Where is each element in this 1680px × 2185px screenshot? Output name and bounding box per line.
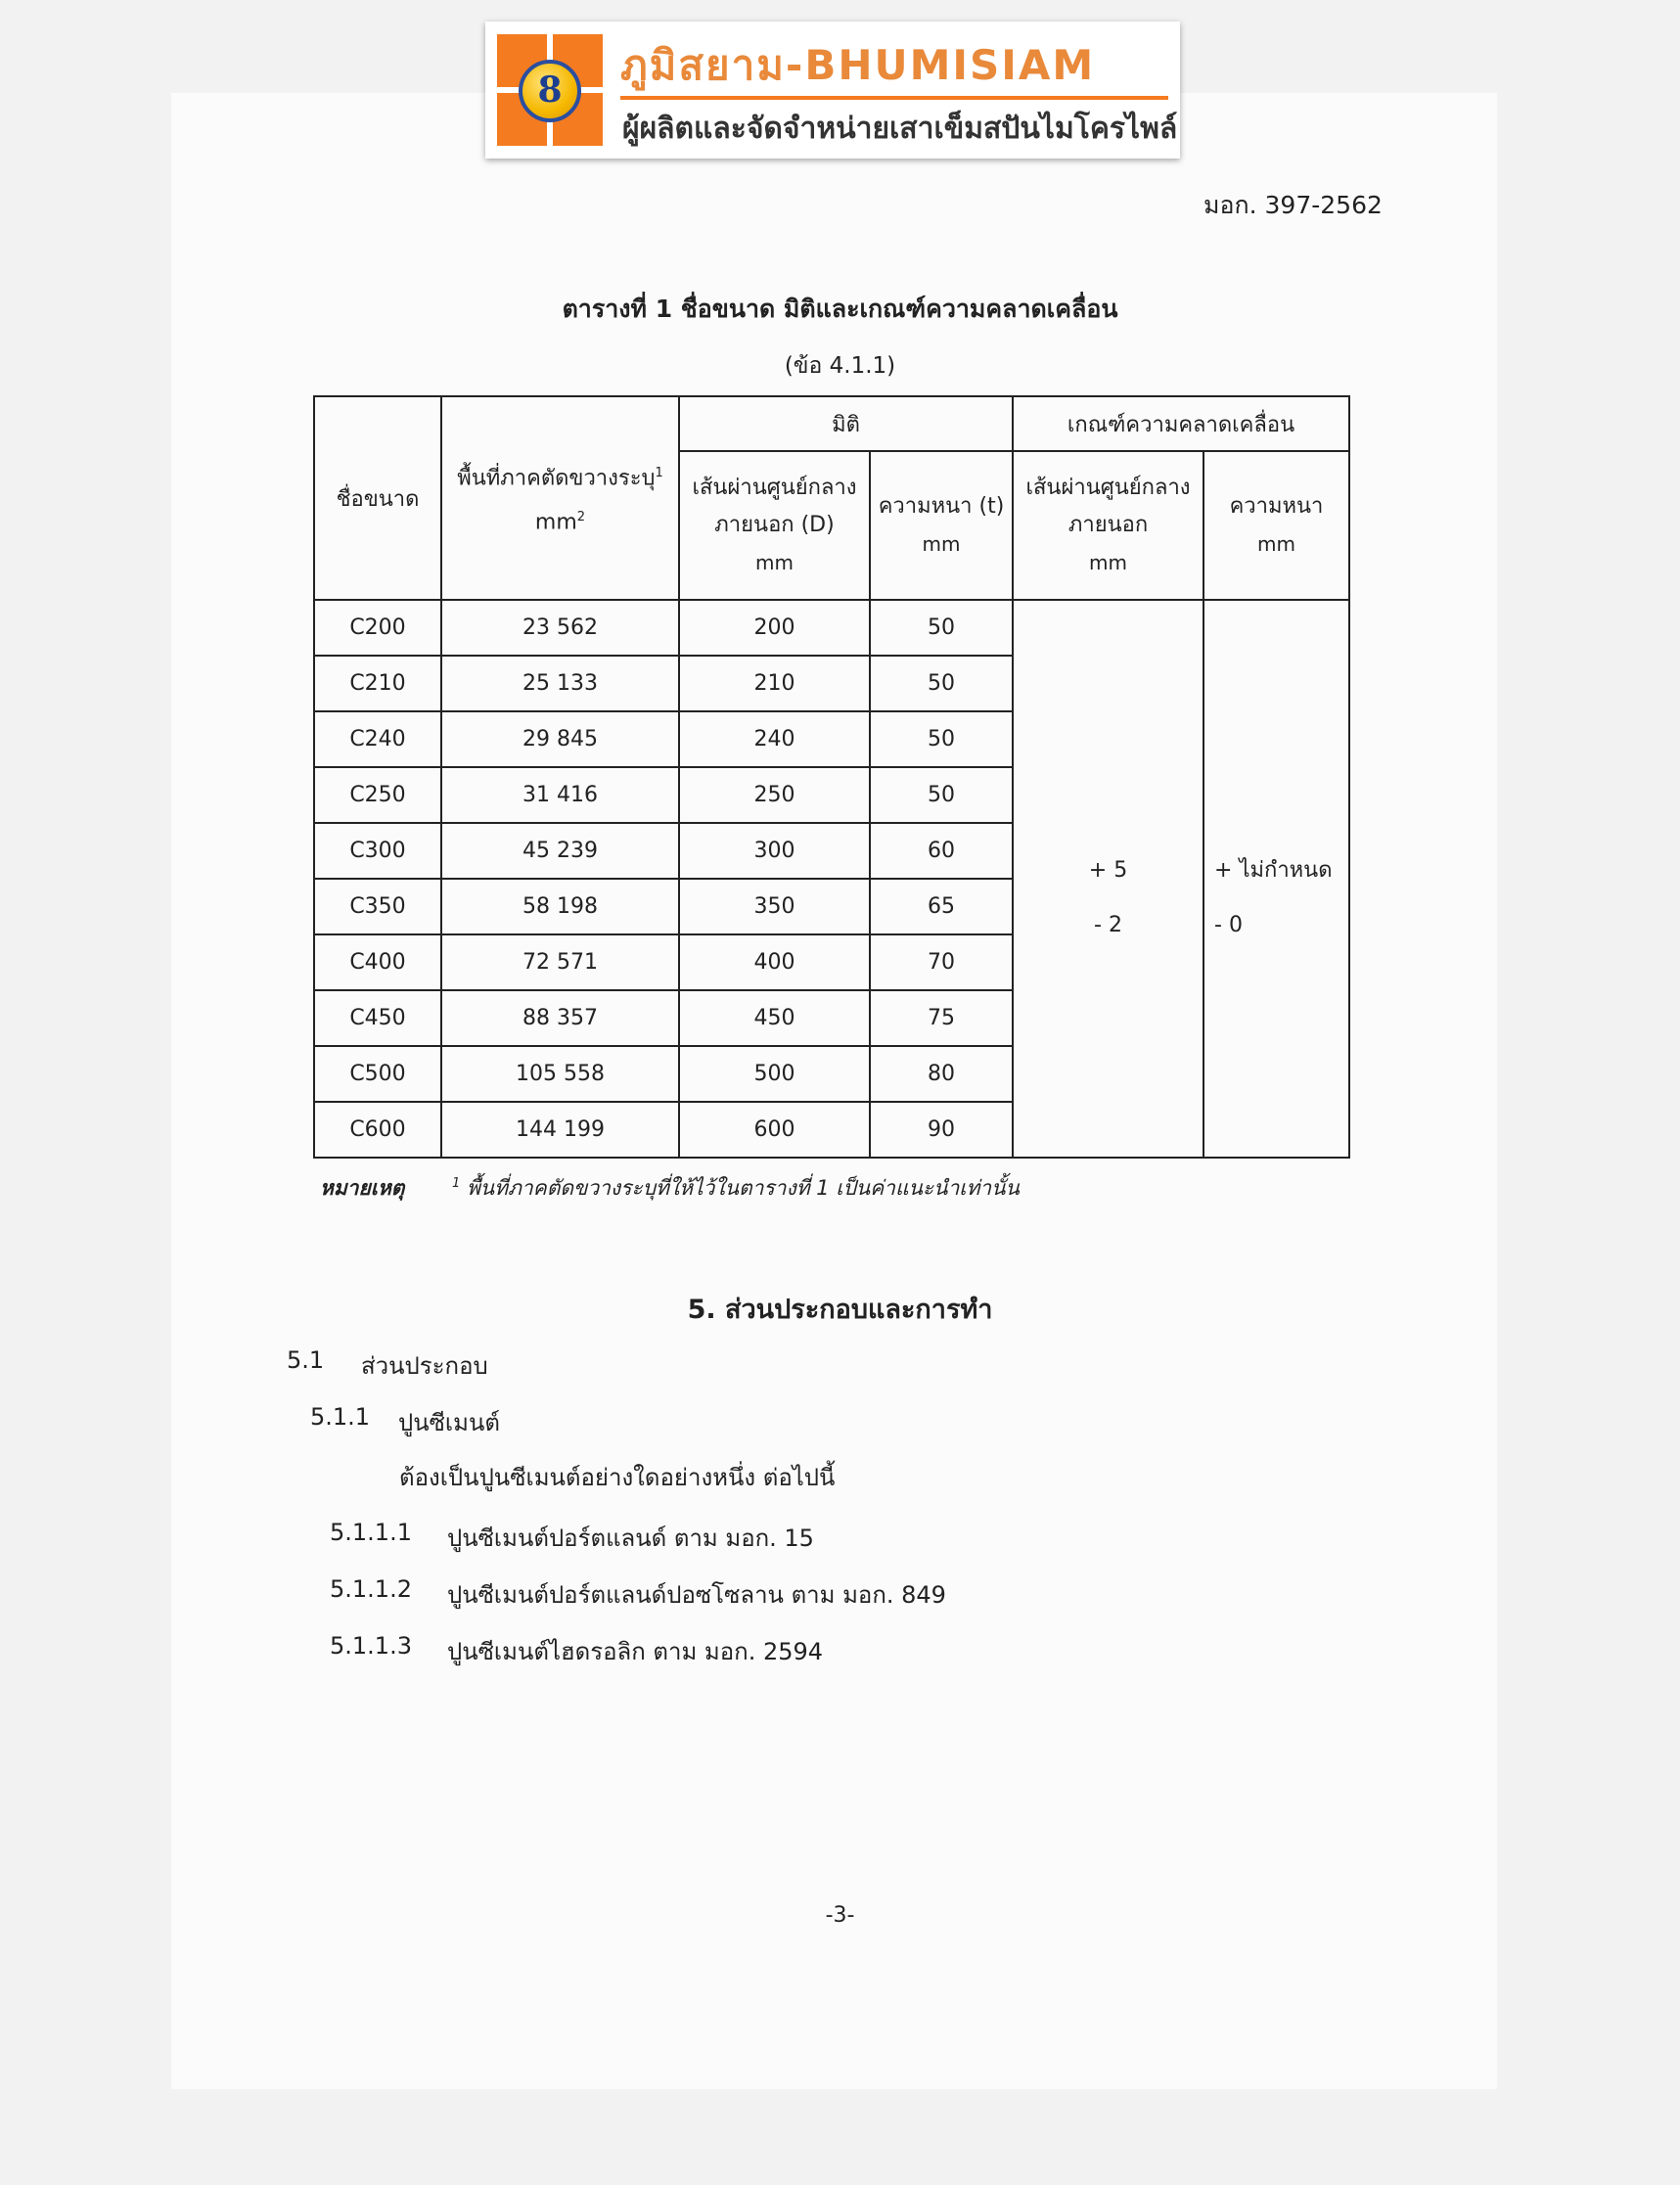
list-item-number: 5.1.1.2 [330, 1575, 412, 1603]
cell-area: 105 558 [441, 1046, 679, 1102]
cell-diameter: 250 [679, 767, 870, 823]
header-thickness: ความหนา (t) mm [870, 451, 1013, 600]
cell-thickness: 80 [870, 1046, 1013, 1102]
brand-logo [497, 34, 603, 146]
header-size-name: ชื่อขนาด [314, 396, 441, 600]
cell-size: C240 [314, 711, 441, 767]
header-outer-diameter: เส้นผ่านศูนย์กลาง ภายนอก (D) mm [679, 451, 870, 600]
cell-size: C600 [314, 1102, 441, 1158]
table-row [314, 600, 1349, 656]
cell-size: C250 [314, 767, 441, 823]
item-description: ต้องเป็นปูนซีเมนต์อย่างใดอย่างหนึ่ง ต่อไปนี้ [399, 1464, 836, 1491]
cell-area: 88 357 [441, 990, 679, 1046]
cell-diameter: 200 [679, 600, 870, 656]
cell-thickness: 50 [870, 711, 1013, 767]
item-number: 5.1.1 [310, 1403, 371, 1431]
cell-size: C500 [314, 1046, 441, 1102]
cell-size: C450 [314, 990, 441, 1046]
list-item-text: ปูนซีเมนต์ปอร์ตแลนด์ ตาม มอก. 15 [447, 1525, 814, 1552]
brand-tagline: ผู้ผลิตและจัดจำหน่ายเสาเข็มสปันไมโครไพล์ [622, 112, 1178, 146]
cell-area: 23 562 [441, 600, 679, 656]
cell-size: C350 [314, 879, 441, 934]
standard-code: มอก. 397-2562 [1203, 191, 1383, 219]
cell-diameter: 350 [679, 879, 870, 934]
cell-thickness: 50 [870, 600, 1013, 656]
list-item-text: ปูนซีเมนต์ไฮดรอลิก ตาม มอก. 2594 [447, 1638, 824, 1665]
page-number: -3- [825, 1903, 855, 1928]
note-label: หมายเหตุ [320, 1176, 405, 1200]
dimension-table [313, 395, 1350, 1159]
cell-area: 29 845 [441, 711, 679, 767]
header-tolerance: เกณฑ์ความคลาดเคลื่อน [1013, 396, 1349, 451]
list-item-text: ปูนซีเมนต์ปอร์ตแลนด์ปอซโซลาน ตาม มอก. 849 [447, 1581, 946, 1609]
section-title: 5. ส่วนประกอบและการทำ [687, 1295, 993, 1325]
cell-diameter: 210 [679, 656, 870, 711]
table-title: ตารางที่ 1 ชื่อขนาด มิติและเกณฑ์ความคลาดเคลื่อน [562, 295, 1118, 323]
cell-tol-thickness: + ไม่กำหนด - 0 [1203, 600, 1349, 1158]
table-reference: (ข้อ 4.1.1) [784, 353, 896, 379]
cell-thickness: 65 [870, 879, 1013, 934]
table-note [320, 1172, 1020, 1205]
cell-size: C200 [314, 600, 441, 656]
cell-area: 31 416 [441, 767, 679, 823]
cell-thickness: 50 [870, 656, 1013, 711]
cell-size: C300 [314, 823, 441, 879]
brand-name: ภูมิสยาม-BHUMISIAM [620, 41, 1096, 89]
brand-divider [620, 96, 1168, 100]
cell-thickness: 75 [870, 990, 1013, 1046]
cell-diameter: 500 [679, 1046, 870, 1102]
cell-area: 45 239 [441, 823, 679, 879]
cell-thickness: 70 [870, 934, 1013, 990]
cell-diameter: 450 [679, 990, 870, 1046]
brand-banner [485, 22, 1180, 159]
list-item-number: 5.1.1.1 [330, 1519, 412, 1546]
subsection-number: 5.1 [287, 1346, 325, 1374]
subsection-title: ส่วนประกอบ [361, 1352, 488, 1380]
cell-area: 72 571 [441, 934, 679, 990]
cell-thickness: 60 [870, 823, 1013, 879]
cell-diameter: 240 [679, 711, 870, 767]
cell-diameter: 600 [679, 1102, 870, 1158]
cell-diameter: 400 [679, 934, 870, 990]
logo-emblem-icon: 8 [519, 60, 581, 122]
cell-thickness: 90 [870, 1102, 1013, 1158]
header-tol-thickness: ความหนา mm [1203, 451, 1349, 600]
cell-tol-diameter: + 5 - 2 [1013, 600, 1203, 1158]
cell-area: 144 199 [441, 1102, 679, 1158]
cell-area: 25 133 [441, 656, 679, 711]
header-tol-diameter: เส้นผ่านศูนย์กลาง ภายนอก mm [1013, 451, 1203, 600]
item-title: ปูนซีเมนต์ [398, 1409, 500, 1436]
cell-size: C210 [314, 656, 441, 711]
header-area: พื้นที่ภาคตัดขวางระบุ$^1$ $mm^2$ [441, 396, 679, 600]
note-text: พื้นที่ภาคตัดขวางระบุที่ให้ไว้ในตารางที่ 1 เป็นค่าแนะนำเท่านั้น [466, 1176, 1020, 1200]
list-item-number: 5.1.1.3 [330, 1632, 412, 1660]
cell-area: 58 198 [441, 879, 679, 934]
note-sup: 1 [452, 1176, 461, 1191]
header-dimensions: มิติ [679, 396, 1013, 451]
cell-thickness: 50 [870, 767, 1013, 823]
cell-size: C400 [314, 934, 441, 990]
cell-diameter: 300 [679, 823, 870, 879]
